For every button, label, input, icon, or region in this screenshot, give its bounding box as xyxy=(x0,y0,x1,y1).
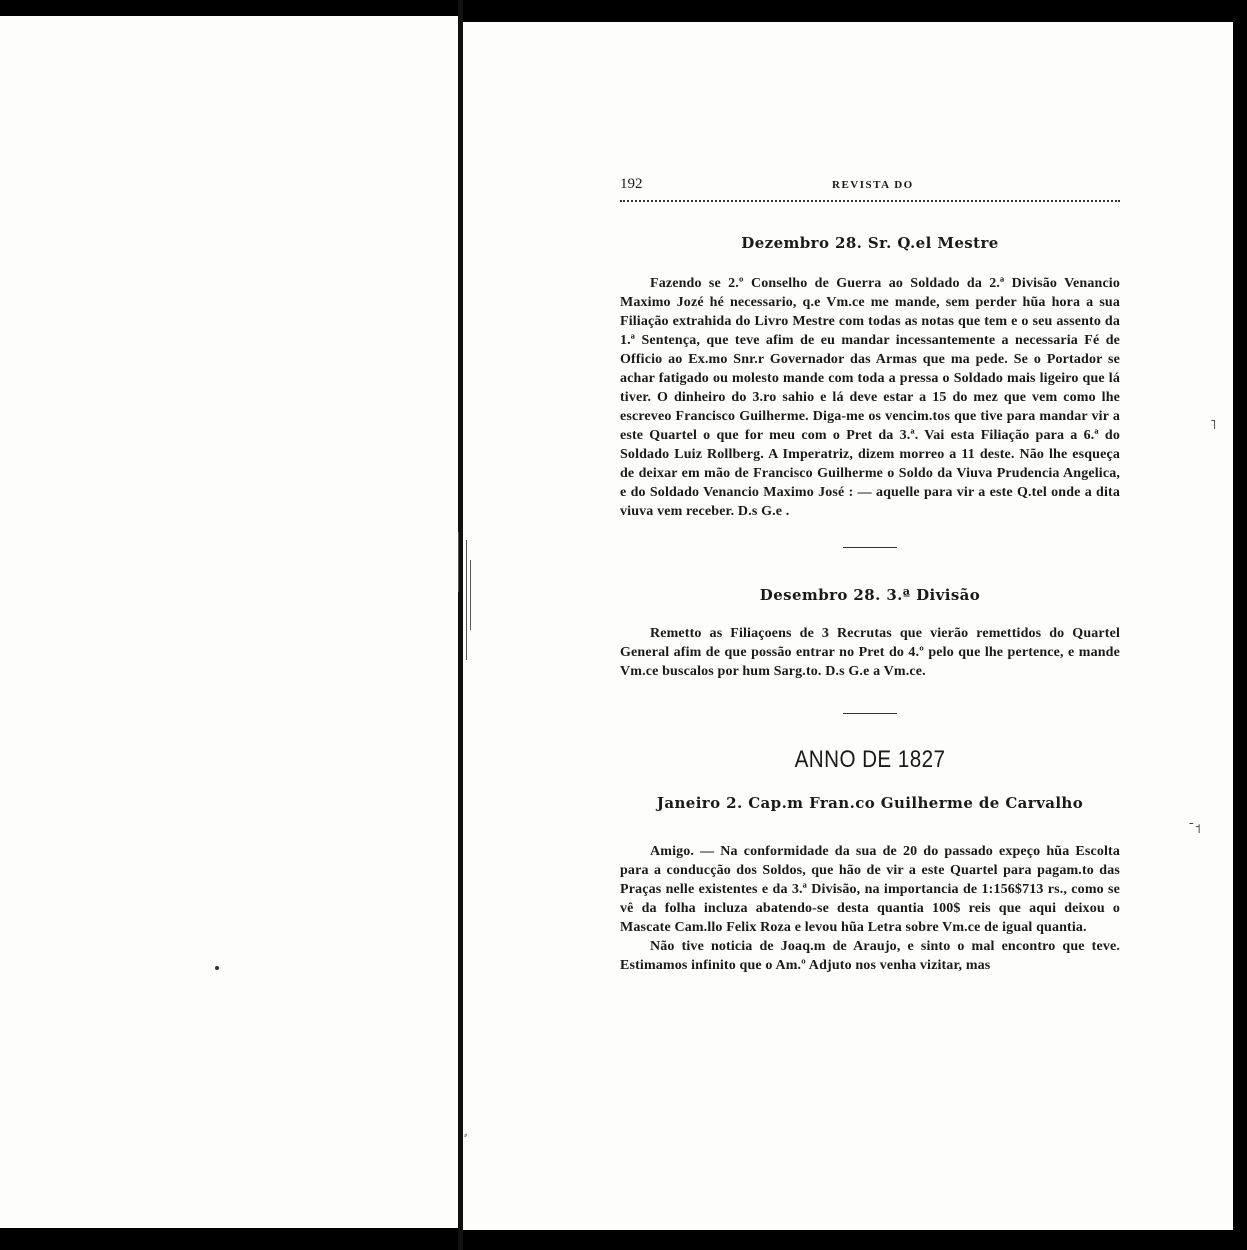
entry-heading: Janeiro 2. Cap.m Fran.co Guilherme de Carvalho xyxy=(656,794,1084,812)
section-separator xyxy=(843,547,897,548)
running-title: REVISTA DO xyxy=(832,179,914,191)
letter-text: Amigo. — Na conformidade da sua de 20 do passado expeço hũa Escolta para a conducção dos Soldos, que hão de vir a este Quartel para pagam.to das Praças nelle existentes e da 3.ª Divisão, na importancia de 1:156$713 rs., como se vê da folha incluza abatendo-se desta quantia 100$ reis que aqui deixou o Mascate Cam.llo Felix Roza e levou hũa Letra sobre Vm.ce de igual quantia. xyxy=(620,844,1120,935)
binding-mark xyxy=(458,532,459,592)
running-head xyxy=(620,176,1120,196)
page-edge xyxy=(1233,0,1247,1250)
section-separator xyxy=(843,713,897,714)
page-number: 192 xyxy=(620,176,643,192)
margin-mark: ˥ xyxy=(1210,418,1217,433)
margin-mark: ˉ˦ xyxy=(1188,822,1201,837)
binding-mark xyxy=(470,560,471,630)
binding-mark xyxy=(466,540,467,660)
year-heading: ANNO DE 1827 xyxy=(794,746,946,773)
entry-heading: Desembro 28. 3.ª Divisão xyxy=(759,586,981,604)
entry-heading: Dezembro 28. Sr. Q.el Mestre xyxy=(741,234,999,252)
dust-speck xyxy=(215,966,219,970)
header-rule xyxy=(620,200,1120,202)
letter-text: Remetto as Filiaçoens de 3 Recrutas que vierão remettidos do Quartel General afim de que possão entrar no Pret do 4.º pelo que lhe pertence, e mande Vm.ce buscalos por hum Sarg.to. D.s G.e a Vm.ce. xyxy=(620,626,1120,679)
left-page xyxy=(0,16,458,1228)
margin-mark: ⸗ xyxy=(464,1130,468,1141)
letter-text: Fazendo se 2.º Conselho de Guerra ao Soldado da 2.ª Divisão Venancio Maximo Jozé hé necessario, q.e Vm.ce me mande, sem perder hũa hora a sua Filiação extrahida do Livro Mestre com todas as notas que tem e o seu assento da 1.ª Sentença, que teve afim de eu mandar incessantemente a necessaria Fé de Officio ao Ex.mo Snr.r Governador das Armas que ma pede. Se o Portador se achar fatigado ou molesto mande com toda a pressa o Soldado mais ligeiro que lá tiver. O dinheiro do 3.ro sahio e lá deve estar a 15 do mez que vem como lhe escreveo Francisco Guilherme. Diga-me os vencim.tos que tive para mandar vir a este Quartel o que for meu com o Pret da 3.ª. Vai esta Filiação para a 6.ª do Soldado Luiz Rollberg. A Imperatriz, dizem morreo a 11 deste. Não lhe esqueça de deixar em mão de Francisco Guilherme o Soldo da Viuva Prudencia Angelica, e do Soldado Venancio Maximo José : — aquelle para vir a este Q.tel onde a dita viuva vem receber. D.s G.e . xyxy=(620,276,1120,519)
letter-text: Não tive noticia de Joaq.m de Araujo, e sinto o mal encontro que teve. Estimamos infinito que o Am.º Adjuto nos venha vizitar, mas xyxy=(620,939,1120,973)
page-text xyxy=(620,176,1120,975)
